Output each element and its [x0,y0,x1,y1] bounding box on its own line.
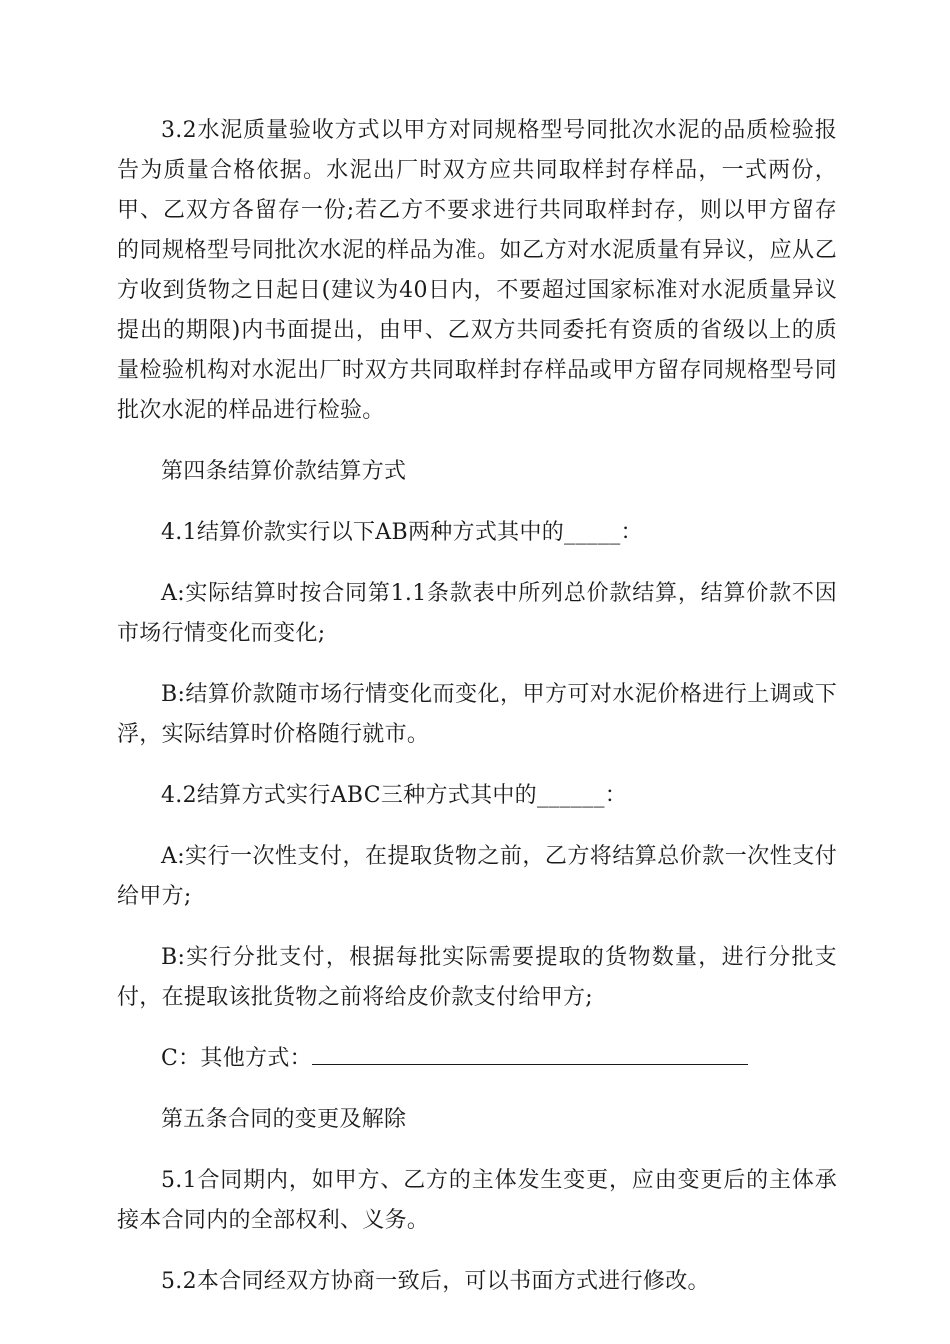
article-4-heading: 第四条结算价款结算方式 [161,459,407,484]
clause-4-2-option-a: A:实行一次性支付，在提取货物之前，乙方将结算总价款一次性支付给甲方; [117,844,837,909]
clause-4-2-option-b: B:实行分批支付，根据每批实际需要提取的货物数量，进行分批支付，在提取该批货物之前将给皮价款支付给甲方; [117,945,837,1010]
fill-in-blank-line [312,1040,748,1065]
clause-4-1-option-a: A:实际结算时按合同第1.1条款表中所列总价款结算，结算价款不因市场行情变化而变化; [117,581,837,646]
clause-4-2-option-c [117,1039,837,1079]
clause-5-1: 5.1合同期内，如甲方、乙方的主体发生变更，应由变更后的主体承接本合同内的全部权利、义务。 [117,1168,837,1233]
clause-4-2: 4.2结算方式实行ABC三种方式其中的______： [161,783,628,808]
article-5-heading: 第五条合同的变更及解除 [161,1107,407,1132]
clause-4-1-option-b: B:结算价款随市场行情变化而变化，甲方可对水泥价格进行上调或下浮，实际结算时价格随行就市。 [117,682,837,747]
clause-5-2: 5.2本合同经双方协商一致后，可以书面方式进行修改。 [161,1269,710,1294]
clause-3-2: 3.2水泥质量验收方式以甲方对同规格型号同批次水泥的品质检验报告为质量合格依据。水泥出厂时双方应共同取样封存样品，一式两份，甲、乙双方各留存一份;若乙方不要求进行共同取样封存，则以甲方留存的同规格型号同批次水泥的样品为准。如乙方对水泥质量有异议，应从乙方收到货物之日起日(建议为40日内，不要超过国家标准对水泥质量异议提出的期限)内书面提出，由甲、乙双方共同委托有资质的省级以上的质量检验机构对水泥出厂时双方共同取样封存样品或甲方留存同规格型号同批次水泥的样品进行检验。 [117,118,837,423]
clause-4-1: 4.1结算价款实行以下AB两种方式其中的_____： [161,520,643,545]
document-body [117,111,837,1323]
option-c-label: C：其他方式： [161,1046,312,1071]
